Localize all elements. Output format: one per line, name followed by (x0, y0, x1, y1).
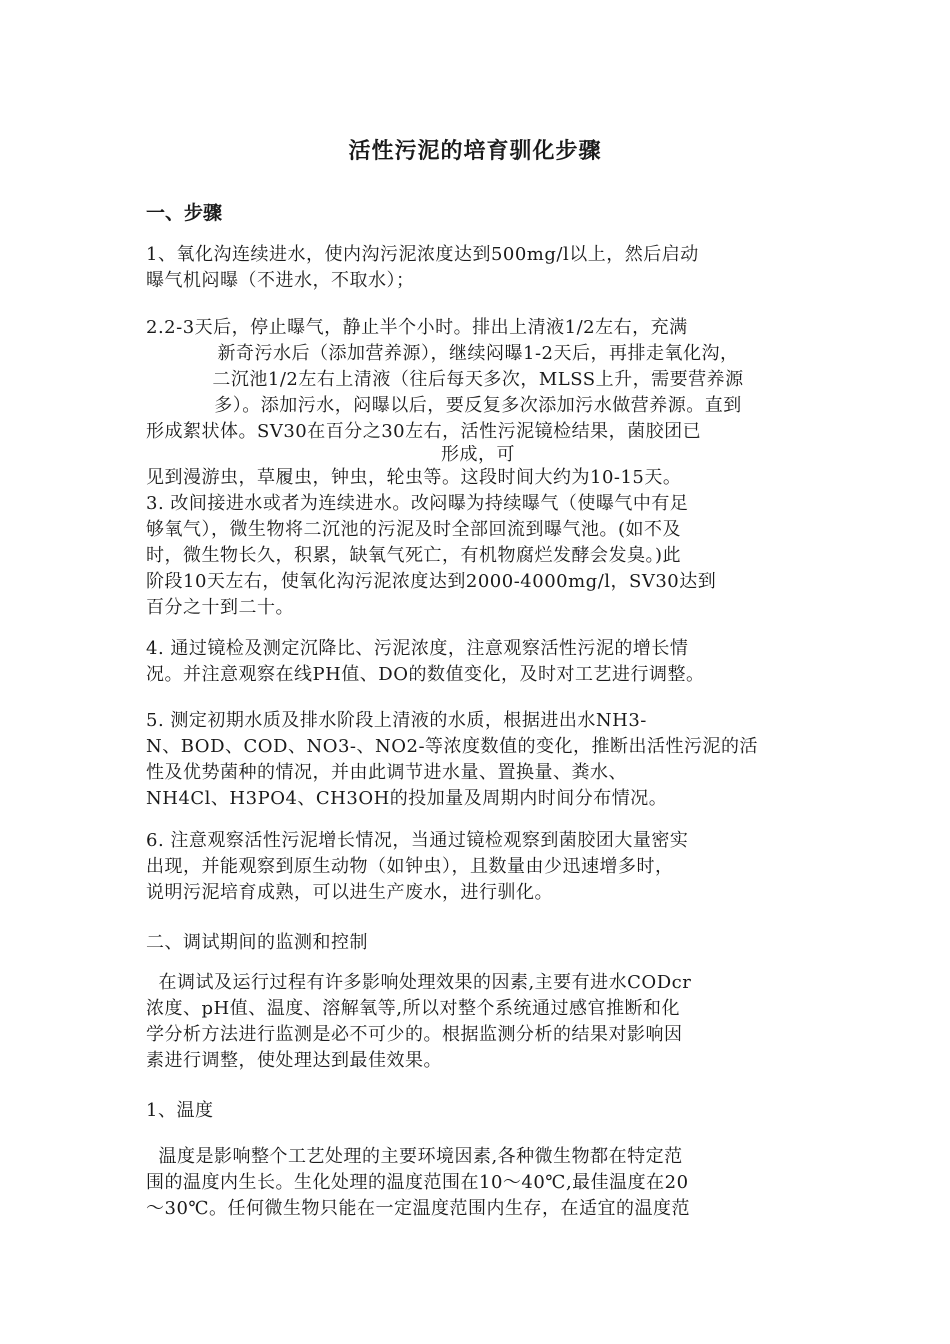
text-line: N、BOD、COD、NO3-、NO2-等浓度数值的变化，推断出活性污泥的活 (146, 736, 759, 757)
text-line: 百分之十到二十。 (146, 597, 294, 618)
text-line: 见到漫游虫，草履虫，钟虫，轮虫等。这段时间大约为10-15天。 (146, 467, 682, 488)
text-line: 1、氧化沟连续进水，使内沟污泥浓度达到500mg/l以上，然后启动 (146, 244, 699, 265)
text-line: NH4Cl、H3PO4、CH3OH的投加量及周期内时间分布情况。 (146, 788, 668, 809)
text-line: 2.2-3天后，停止曝气，静止半个小时。排出上清液1/2左右，充满 (146, 317, 688, 338)
text-line: 新奇污水后（添加营养源），继续闷曝1-2天后，再排走氧化沟， (217, 343, 739, 364)
text-line: 况。并注意观察在线PH值、DO的数值变化，及时对工艺进行调整。 (146, 664, 705, 685)
text-line: 学分析方法进行监测是必不可少的。根据监测分析的结果对影响因 (146, 1024, 683, 1045)
text-line: 阶段10天左右，使氧化沟污泥浓度达到2000-4000mg/l，SV30达到 (146, 571, 717, 592)
paragraph-step-5 (146, 708, 810, 812)
text-line: 二沉池1/2左右上清液（往后每天多次，MLSS上升，需要营养源 (212, 369, 744, 390)
paragraph-temperature (146, 1144, 810, 1222)
text-line: 时，微生物长久，积累，缺氧气死亡，有机物腐烂发酵会发臭。)此 (146, 545, 682, 566)
text-line: 性及优势菌种的情况，并由此调节进水量、置换量、粪水、 (146, 762, 627, 783)
text-line: 在调试及运行过程有许多影响处理效果的因素,主要有进水CODcr (146, 972, 692, 993)
paragraph-step-6 (146, 828, 810, 906)
text-line: 围的温度内生长。生化处理的温度范围在10～40℃,最佳温度在20 (146, 1172, 689, 1193)
text-line: 够氧气），微生物将二沉池的污泥及时全部回流到曝气池。(如不及 (146, 519, 682, 540)
text-line: 温度是影响整个工艺处理的主要环境因素,各种微生物都在特定范 (146, 1146, 683, 1167)
text-line: 说明污泥培育成熟，可以进生产废水，进行驯化。 (146, 882, 553, 903)
text-line: 4. 通过镜检及测定沉降比、污泥浓度，注意观察活性污泥的增长情 (146, 638, 689, 659)
text-line: ～30℃。任何微生物只能在一定温度范围内生存，在适宜的温度范 (146, 1198, 691, 1219)
subheading-temperature: 1、温度 (146, 1100, 214, 1121)
text-line: 浓度、pH值、温度、溶解氧等,所以对整个系统通过感官推断和化 (146, 998, 680, 1019)
paragraph-step-1 (146, 242, 810, 294)
text-line: 出现，并能观察到原生动物（如钟虫），且数量由少迅速增多时， (146, 856, 674, 877)
document-title: 活性污泥的培育驯化步骤 (348, 139, 602, 164)
section-heading-monitoring: 二、调试期间的监测和控制 (146, 932, 368, 953)
text-line: 6. 注意观察活性污泥增长情况，当通过镜检观察到菌胶团大量密实 (146, 830, 689, 851)
text-line: 5. 测定初期水质及排水阶段上清液的水质，根据进出水NH3- (146, 710, 647, 731)
paragraph-step-4 (146, 636, 810, 688)
text-line: 素进行调整，使处理达到最佳效果。 (146, 1050, 442, 1071)
text-line: 形成絮状体。SV30在百分之30左右，活性污泥镜检结果，菌胶团已 (146, 421, 702, 442)
text-line: 多）。添加污水，闷曝以后，要反复多次添加污水做营养源。直到 (214, 395, 742, 416)
section-heading-steps: 一、步骤 (146, 202, 223, 224)
text-line: 曝气机闷曝（不进水，不取水）； (146, 270, 415, 291)
text-line: 3. 改间接进水或者为连续进水。改闷曝为持续曝气（使曝气中有足 (146, 493, 689, 514)
paragraph-monitoring-intro (146, 970, 810, 1074)
paragraph-step-2-3 (146, 315, 810, 621)
text-line: 形成，可 (441, 445, 515, 465)
